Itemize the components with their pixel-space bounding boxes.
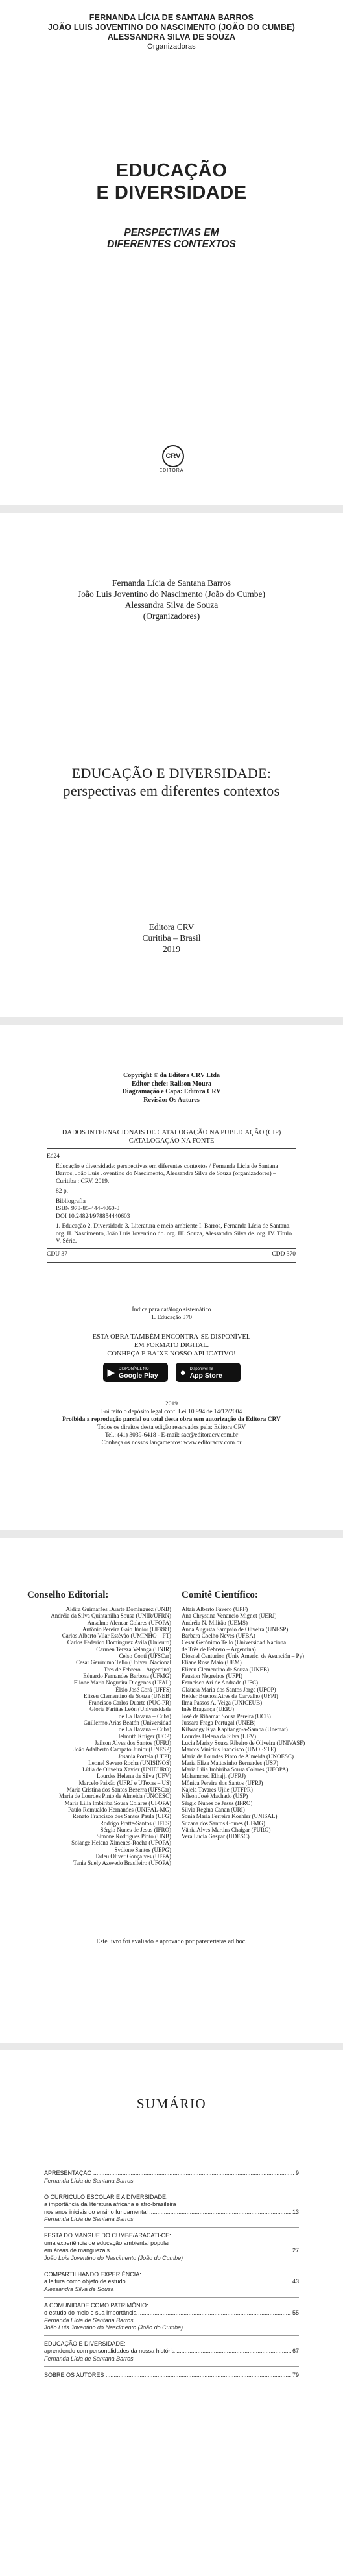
list-item: Maria Lília Imbiriba Sousa Colares (UFOPA) [182, 1766, 289, 1773]
title-page [0, 513, 343, 1017]
catalog-index [0, 1307, 343, 1322]
app-store-badge[interactable] [176, 1363, 241, 1382]
google-play-badge[interactable] [103, 1363, 168, 1382]
list-item: Aldira Guimarães Duarte Domínguez (UNB) [65, 1606, 171, 1612]
list-item: Tres de Febrero – Argentina) [104, 1666, 171, 1673]
list-item: Rodrigo Pratte-Santos (UFES) [100, 1819, 171, 1827]
list-item: Elizeu Clementino de Souza (UNEB) [84, 1692, 171, 1699]
list-item: Francisco Ari de Andrade (UFC) [182, 1679, 258, 1686]
list-item: de La Havana – Cuba) [119, 1712, 171, 1719]
list-item: Tania Suely Azevedo Brasileiro (UFOPA) [73, 1860, 171, 1867]
cover-page [0, 0, 343, 505]
toc-page-number: 67 [292, 2348, 299, 2354]
logo-caption: EDITORA [159, 468, 184, 473]
toc-page-number: 43 [292, 2278, 299, 2285]
list-item: Tadeu Oliver Gonçalves (UFPA) [95, 1853, 171, 1860]
logo-text: CRV [165, 452, 181, 460]
list-item: de Três de Febrero – Argentina) [182, 1646, 256, 1653]
toc-entry-title: SOBRE OS AUTORES ..... [44, 2372, 291, 2379]
list-item: Vera Lucia Gaspar (UDESC) [182, 1833, 250, 1840]
design-label: Diagramação e Capa: [122, 1088, 183, 1095]
toc-page-number: 79 [292, 2371, 299, 2378]
list-item: Maria de Lourdes Pinto de Almeida (UNOESC) [182, 1753, 294, 1760]
publisher-info [0, 921, 343, 954]
title-line: E DIVERSIDADE [96, 182, 247, 203]
title-line: EDUCAÇÃO [115, 160, 228, 181]
subtitle-line: DIFERENTES CONTEXTOS [107, 239, 236, 250]
boards-page [0, 1538, 343, 2043]
editor-name: JOÃO LUIS JOVENTINO DO NASCIMENTO (JOÃO DO CUMBE) [47, 23, 296, 32]
cip-classification [47, 1248, 296, 1259]
legal-notice [0, 1400, 343, 1447]
editor-name: ALESSANDRA SILVA DE SOUZA [107, 32, 236, 42]
summary-page [0, 2050, 343, 2576]
ebook-line: ESTA OBRA TAMBÉM ENCONTRA-SE DISPONÍVEL [92, 1333, 251, 1341]
list-item: Carlos Federico Dominguez Avila (Unieuro) [67, 1639, 171, 1646]
editorial-council [27, 1590, 171, 1867]
cip-doi: DOI 10.24824/978854440603 [56, 1213, 130, 1220]
cover-editors [0, 13, 343, 52]
list-item: Carlos Alberto Vilar Estêvão (UMINHO – PT) [62, 1633, 171, 1640]
title-line: EDUCAÇÃO E DIVERSIDADE: [71, 765, 272, 781]
list-item: Jussara Fraga Portugal (UNEB) [182, 1719, 256, 1727]
publisher-name: Editora CRV [148, 922, 195, 932]
committee-list [182, 1606, 324, 1840]
list-item: Altair Alberto Fávero (UPF) [182, 1606, 248, 1612]
list-item: Fauston Negreiros (UFPI) [182, 1672, 242, 1679]
editor-name: FERNANDA LÍCIA DE SANTANA BARROS [89, 13, 254, 22]
cip-record [47, 1148, 296, 1263]
table-of-contents [44, 2165, 299, 2383]
apple-icon: ● [180, 1367, 186, 1378]
toc-entry-author: João Luis Joventino do Nascimento (João do Cumbe) [44, 2254, 183, 2261]
toc-entry[interactable] [44, 2266, 299, 2298]
editor-name: João Luis Joventino do Nascimento (João do Cumbe) [77, 589, 266, 599]
cover-subtitle [0, 227, 343, 250]
toc-entry-title: O CURRÍCULO ESCOLAR E A DIVERSIDADE: [44, 2193, 168, 2200]
cip-body: Educação e diversidade: perspectivas em diferentes contextos / Fernanda Lícia de Santana Barros, João Luis Joventino do Nascimento, Alessandra Silva de Souza (organizadores) – Curitiba : CRV, 2019. [56, 1163, 278, 1185]
list-item: Andréia N. Militão (UEMS) [182, 1619, 248, 1626]
list-item: Eduardo Fernandes Barbosa (UFMG) [83, 1672, 171, 1679]
list-item: Najela Tavares Ujiie (UTFPR) [182, 1786, 253, 1793]
list-item: Ilma Passos A. Veiga (UNICEUB) [182, 1699, 263, 1707]
list-item: Ana Chrystina Venancio Mignot (UERJ) [182, 1612, 277, 1620]
index-entry: 1. Educação 370 [150, 1314, 193, 1321]
toc-entry-title: a leitura como objeto de estudo ..... [44, 2278, 291, 2286]
list-item: Maria Eliza Mattosinho Bernardes (USP) [182, 1759, 278, 1766]
list-item: Inês Bragança (UERJ) [182, 1706, 234, 1713]
list-item: Francisco Carlos Duarte (PUC-PR) [88, 1699, 171, 1707]
list-item: Maria de Lourdes Pinto de Almeida (UNOESC) [59, 1793, 171, 1800]
publisher-logo [162, 445, 184, 467]
toc-entry-title: aprendendo com personalidades da nossa história ..... [44, 2348, 291, 2355]
toc-entry-title: A COMUNIDADE COMO PATRIMÔNIO: [44, 2302, 148, 2309]
committee-title: Comitê Científico: [182, 1590, 258, 1600]
list-item: Celso Conti (UFSCar) [119, 1653, 171, 1660]
list-item: Sydione Santos (UEPG) [114, 1846, 171, 1853]
list-item: Lourdes Helena da Silva (UFV) [97, 1773, 171, 1780]
editor-name: Alessandra Silva de Souza [124, 600, 219, 610]
list-item: Carmen Tereza Velanga (UNIR) [96, 1646, 171, 1653]
toc-entry-title: EDUCAÇÃO E DIVERSIDADE: [44, 2340, 126, 2347]
subtitle-line: PERSPECTIVAS EM [124, 227, 219, 238]
list-item: Mônica Pereira dos Santos (UFRJ) [182, 1779, 263, 1786]
toc-entry[interactable] [44, 2189, 299, 2228]
cip-subtitle: CATALOGAÇÃO NA FONTE [128, 1137, 215, 1145]
app-store-badges [0, 1363, 343, 1382]
list-item: Paulo Romualdo Hernandes (UNIFAL-MG) [67, 1806, 171, 1813]
list-item: Marcelo Paixão (UFRJ e UTexas – US) [78, 1779, 171, 1786]
list-item: Mohammed Elhajji (UFRJ) [182, 1773, 246, 1780]
cip-title: DADOS INTERNACIONAIS DE CATALOGAÇÃO NA PUBLICAÇÃO (CIP) [62, 1129, 281, 1136]
list-item: Helder Buenos Aires de Carvalho (UFPI) [182, 1692, 278, 1699]
review-note: Este livro foi avaliado e aprovado por pareceristas ad hoc. [96, 1938, 247, 1945]
toc-page-number: 13 [292, 2208, 299, 2215]
list-item: Jailson Alves dos Santos (UFRJ) [94, 1739, 171, 1746]
toc-entry-title: em áreas de manguezais ..... [44, 2247, 291, 2255]
list-item: Cesar Gerónimo Tello (Univer .Nacional [76, 1659, 171, 1666]
list-item: Anna Augusta Sampaio de Oliveira (UNESP) [182, 1625, 289, 1633]
toc-entry-author: Alessandra Silva de Souza [44, 2285, 114, 2292]
editors-role: Organizadoras [147, 43, 196, 51]
list-item: Simone Rodrigues Pinto (UNB) [96, 1833, 171, 1840]
toc-entry-title: FESTA DO MANGUE DO CUMBE/ARACATI-CE: [44, 2232, 171, 2239]
cdd-code: CDD 370 [272, 1250, 296, 1258]
list-item: Eliane Rose Maio (UEM) [182, 1659, 242, 1666]
list-item: Gláucia Maria dos Santos Jorge (UFOP) [182, 1686, 276, 1693]
play-icon: ▶ [107, 1367, 115, 1378]
cip-header [0, 1129, 343, 1145]
legal-line: Proibida a reprodução parcial ou total desta obra sem autorização da Editora CRV [62, 1416, 281, 1423]
council-list [27, 1606, 171, 1867]
list-item: Lourdes Helena da Silva (UFV) [182, 1732, 256, 1740]
toc-entry-title: o estudo do meio e sua importância ..... [44, 2309, 291, 2317]
toc-page-number: 9 [295, 2170, 299, 2176]
list-item: João Adalberto Campato Junior (UNESP) [73, 1746, 171, 1753]
list-item: Diosnel Centurion (Univ Americ. de Asunción – Py) [182, 1653, 304, 1660]
list-item: Gloria Fariñas León (Universidade [89, 1706, 171, 1713]
toc-entry-author: João Luis Joventino do Nascimento (João do Cumbe) [44, 2324, 183, 2331]
legal-line: Tel.: (41) 3039-6418 - E-mail: sac@editoracrv.com.br [104, 1432, 239, 1439]
list-item: Andréia da Silva Quintanilha Sousa (UNIR/UFRN) [51, 1612, 171, 1620]
toc-page-number: 55 [292, 2309, 299, 2316]
list-item: Renato Francisco dos Santos Paula (UFG) [72, 1813, 171, 1820]
badge-label: App Store [189, 1372, 222, 1379]
toc-entry-title: nos anos iniciais do ensino fundamental ..... [44, 2209, 291, 2217]
publisher-city: Curitiba – Brasil [142, 933, 201, 943]
ebook-notice [0, 1333, 343, 1358]
toc-entry-author: Fernanda Lícia de Santana Barros [44, 2216, 134, 2222]
list-item: Marcos Vinicius Francisco (UNOESTE) [182, 1746, 276, 1753]
editor-name: Fernanda Lícia de Santana Barros [112, 578, 231, 588]
list-item: Maria Cristina dos Santos Bezerra (UFSCar) [66, 1786, 171, 1793]
ebook-line: CONHEÇA E BAIXE NOSSO APLICATIVO! [107, 1350, 236, 1357]
toc-entry-title: APRESENTAÇÃO ..... [44, 2170, 294, 2178]
badge-label: Google Play [119, 1372, 158, 1379]
list-item: Lídia de Oliveira Xavier (UNIEURO) [82, 1766, 171, 1773]
toc-entry[interactable] [44, 2367, 299, 2384]
summary-title: SUMÁRIO [136, 2096, 207, 2111]
list-item: Maria Lília Imbiriba Sousa Colares (UFOPA) [64, 1799, 171, 1806]
badge-caption: DISPONÍVEL NO [119, 1367, 149, 1371]
ebook-line: EM FORMATO DIGITAL. [134, 1342, 209, 1349]
list-item: Guillermo Arias Beatón (Universidad [83, 1719, 171, 1727]
toc-page-number: 27 [292, 2247, 299, 2254]
copyright-block [0, 1072, 343, 1104]
legal-line: Foi feito o depósito legal conf. Lei 10.994 de 14/12/2004 [101, 1409, 242, 1415]
toc-entry[interactable] [44, 2228, 299, 2266]
cip-bibliography: Bibliografia [56, 1198, 86, 1205]
list-item: Suzana dos Santos Gomes (UFMG) [182, 1819, 265, 1827]
cover-title [0, 160, 343, 204]
list-item: Élsio José Corá (UFFS) [115, 1686, 171, 1693]
toc-entry-title: uma experiência de educação ambiental popular [44, 2239, 171, 2246]
design-value: Editora CRV [183, 1088, 221, 1095]
publication-year: 2019 [163, 944, 180, 954]
cip-pages: 82 p. [56, 1188, 68, 1195]
book-title [0, 764, 343, 799]
cdu-code: CDU 37 [47, 1250, 67, 1258]
toc-entry[interactable] [44, 2298, 299, 2336]
cip-code: Ed24 [47, 1153, 60, 1160]
list-item: Josania Portela (UFPI) [118, 1753, 171, 1760]
legal-year: 2019 [165, 1401, 178, 1407]
review-label: Revisão: [143, 1096, 167, 1104]
credits-page [0, 1025, 343, 1530]
scientific-committee [182, 1590, 324, 1840]
toc-entry-title: COMPARTILHANDO EXPERIÊNCIA: [44, 2270, 141, 2278]
copyright-text: Copyright © da Editora CRV Ltda [123, 1072, 220, 1079]
list-item: Anselmo Alencar Colares (UFOPA) [87, 1619, 171, 1626]
editor-value: Railson Moura [169, 1080, 211, 1088]
list-item: Nilson José Machado (USP) [182, 1793, 248, 1800]
toc-entry-author: Fernanda Lícia de Santana Barros [44, 2355, 134, 2362]
list-item: Elione Maria Nogueira Diogenes (UFAL) [73, 1679, 171, 1686]
list-item: Silvia Regina Canan (URI) [182, 1806, 245, 1813]
cip-subjects: 1. Educação 2. Diversidade 3. Literatura e meio ambiente I. Barros, Fernanda Lícia de Santana. org. II. Nascimento, João Luis Joventino do. org. III. Souza, Alessandra Silva de. org. IV. Título V. Série. [56, 1223, 292, 1245]
badge-caption: Disponível na [189, 1367, 213, 1371]
review-value: Os Autores [169, 1096, 200, 1104]
list-item: Cesar Gerónimo Tello (Universidad Nacional [182, 1639, 288, 1646]
toc-entry-author: Fernanda Lícia de Santana Barros [44, 2177, 134, 2184]
list-item: Vânia Alves Martins Chaigar (FURG) [182, 1826, 271, 1833]
list-item: Helmuth Krüger (UCP) [116, 1732, 171, 1740]
toc-entry-title: a importância da literatura africana e afro-brasileira [44, 2201, 176, 2207]
title-editors [0, 577, 343, 622]
legal-line: Todos os direitos desta edição reservados pela: Editora CRV [97, 1424, 246, 1431]
list-item: José de Ribamar Sousa Pereira (UCB) [182, 1712, 271, 1719]
list-item: Barbara Coelho Neves (UFBA) [182, 1633, 255, 1640]
list-item: Kilwangy Kya Kapitango-a-Samba (Unemat) [182, 1726, 288, 1733]
legal-line: Conheça os nossos lançamentos: www.editoracrv.com.br [101, 1440, 242, 1446]
editors-role: (Organizadores) [143, 611, 200, 621]
list-item: Leonel Severo Rocha (UNISINOS) [88, 1759, 171, 1766]
council-title: Conselho Editorial: [27, 1590, 109, 1600]
toc-entry[interactable] [44, 2165, 299, 2189]
cip-isbn: ISBN 978-85-444-4060-3 [56, 1206, 120, 1212]
list-item: Sérgio Nunes de Jesus (IFRO) [182, 1799, 253, 1806]
toc-entry[interactable] [44, 2336, 299, 2367]
list-item: Antônio Pereira Gaio Júnior (UFRRJ) [82, 1625, 171, 1633]
list-item: Sérgio Nunes de Jesus (IFRO) [100, 1826, 171, 1833]
index-title: Índice para catálogo sistemático [132, 1307, 211, 1313]
list-item: Elizeu Clementino de Souza (UNEB) [182, 1666, 269, 1673]
list-item: Sonia Maria Ferreira Koehler (UNISAL) [182, 1813, 278, 1820]
toc-entry-author: Fernanda Lícia de Santana Barros [44, 2316, 134, 2324]
list-item: de La Havana – Cuba) [119, 1726, 171, 1733]
editor-label: Editor-chefe: [132, 1080, 169, 1088]
title-line: perspectivas em diferentes contextos [63, 783, 280, 799]
list-item: Solange Helena Ximenes-Rocha (UFOPA) [71, 1840, 171, 1847]
list-item: Lucia Marisy Souza Ribeiro de Oliveira (UNIVASF) [182, 1739, 305, 1746]
